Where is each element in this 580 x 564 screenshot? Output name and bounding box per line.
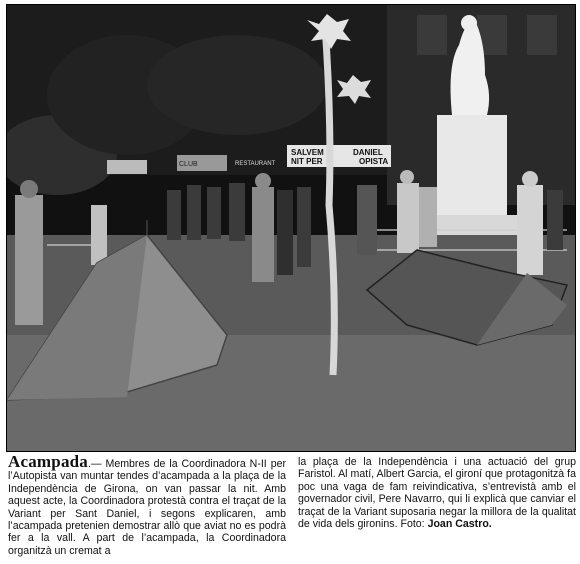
photo-credit: Joan Castro. <box>427 518 492 531</box>
caption-right-column <box>298 456 576 530</box>
svg-text:SALVEM: SALVEM <box>291 148 324 157</box>
caption-right-text: la plaça de la Independència i una actuació del grup Faristol. Al matí, Albert Garcia, el gironí que protagonitzà fa poc una vaga de fam reivindicativa, s’entrevistà amb el governador civil, Pere Navarro, qui li explicà que canviar el traçat de la Variant suposaria negar la millora de la qualitat de vida dels gironins. Foto: <box>298 456 576 531</box>
caption-left-column <box>8 452 287 557</box>
photo-caption <box>8 452 576 560</box>
svg-text:OPISTA: OPISTA <box>359 157 389 166</box>
news-photo <box>6 4 576 452</box>
caption-title-separator: .— <box>88 458 106 470</box>
caption-left-text: Membres de la Coordinadora N-II per l’Autopista van muntar tendes d’acampada a la plaça de la Independència de Girona, on van passar la nit. Amb aquest acte, la Coordinadora protestà contra el traçat de la Variant per Sant Daniel, i segons explicaren, amb l’acampada pretenien demostrar allò que aviat no es podrà fer a la vall. A part de l’acampada, la Coordinadora organitzà un cremat a <box>8 458 287 557</box>
shop-sign-restaurant: RESTAURANT <box>235 161 276 167</box>
protest-banner <box>287 145 391 167</box>
svg-text:DANIEL: DANIEL <box>353 148 383 157</box>
svg-text:NIT PER: NIT PER <box>291 157 323 166</box>
caption-title: Acampada <box>8 452 88 471</box>
shop-sign-club: CLUB <box>179 161 198 168</box>
